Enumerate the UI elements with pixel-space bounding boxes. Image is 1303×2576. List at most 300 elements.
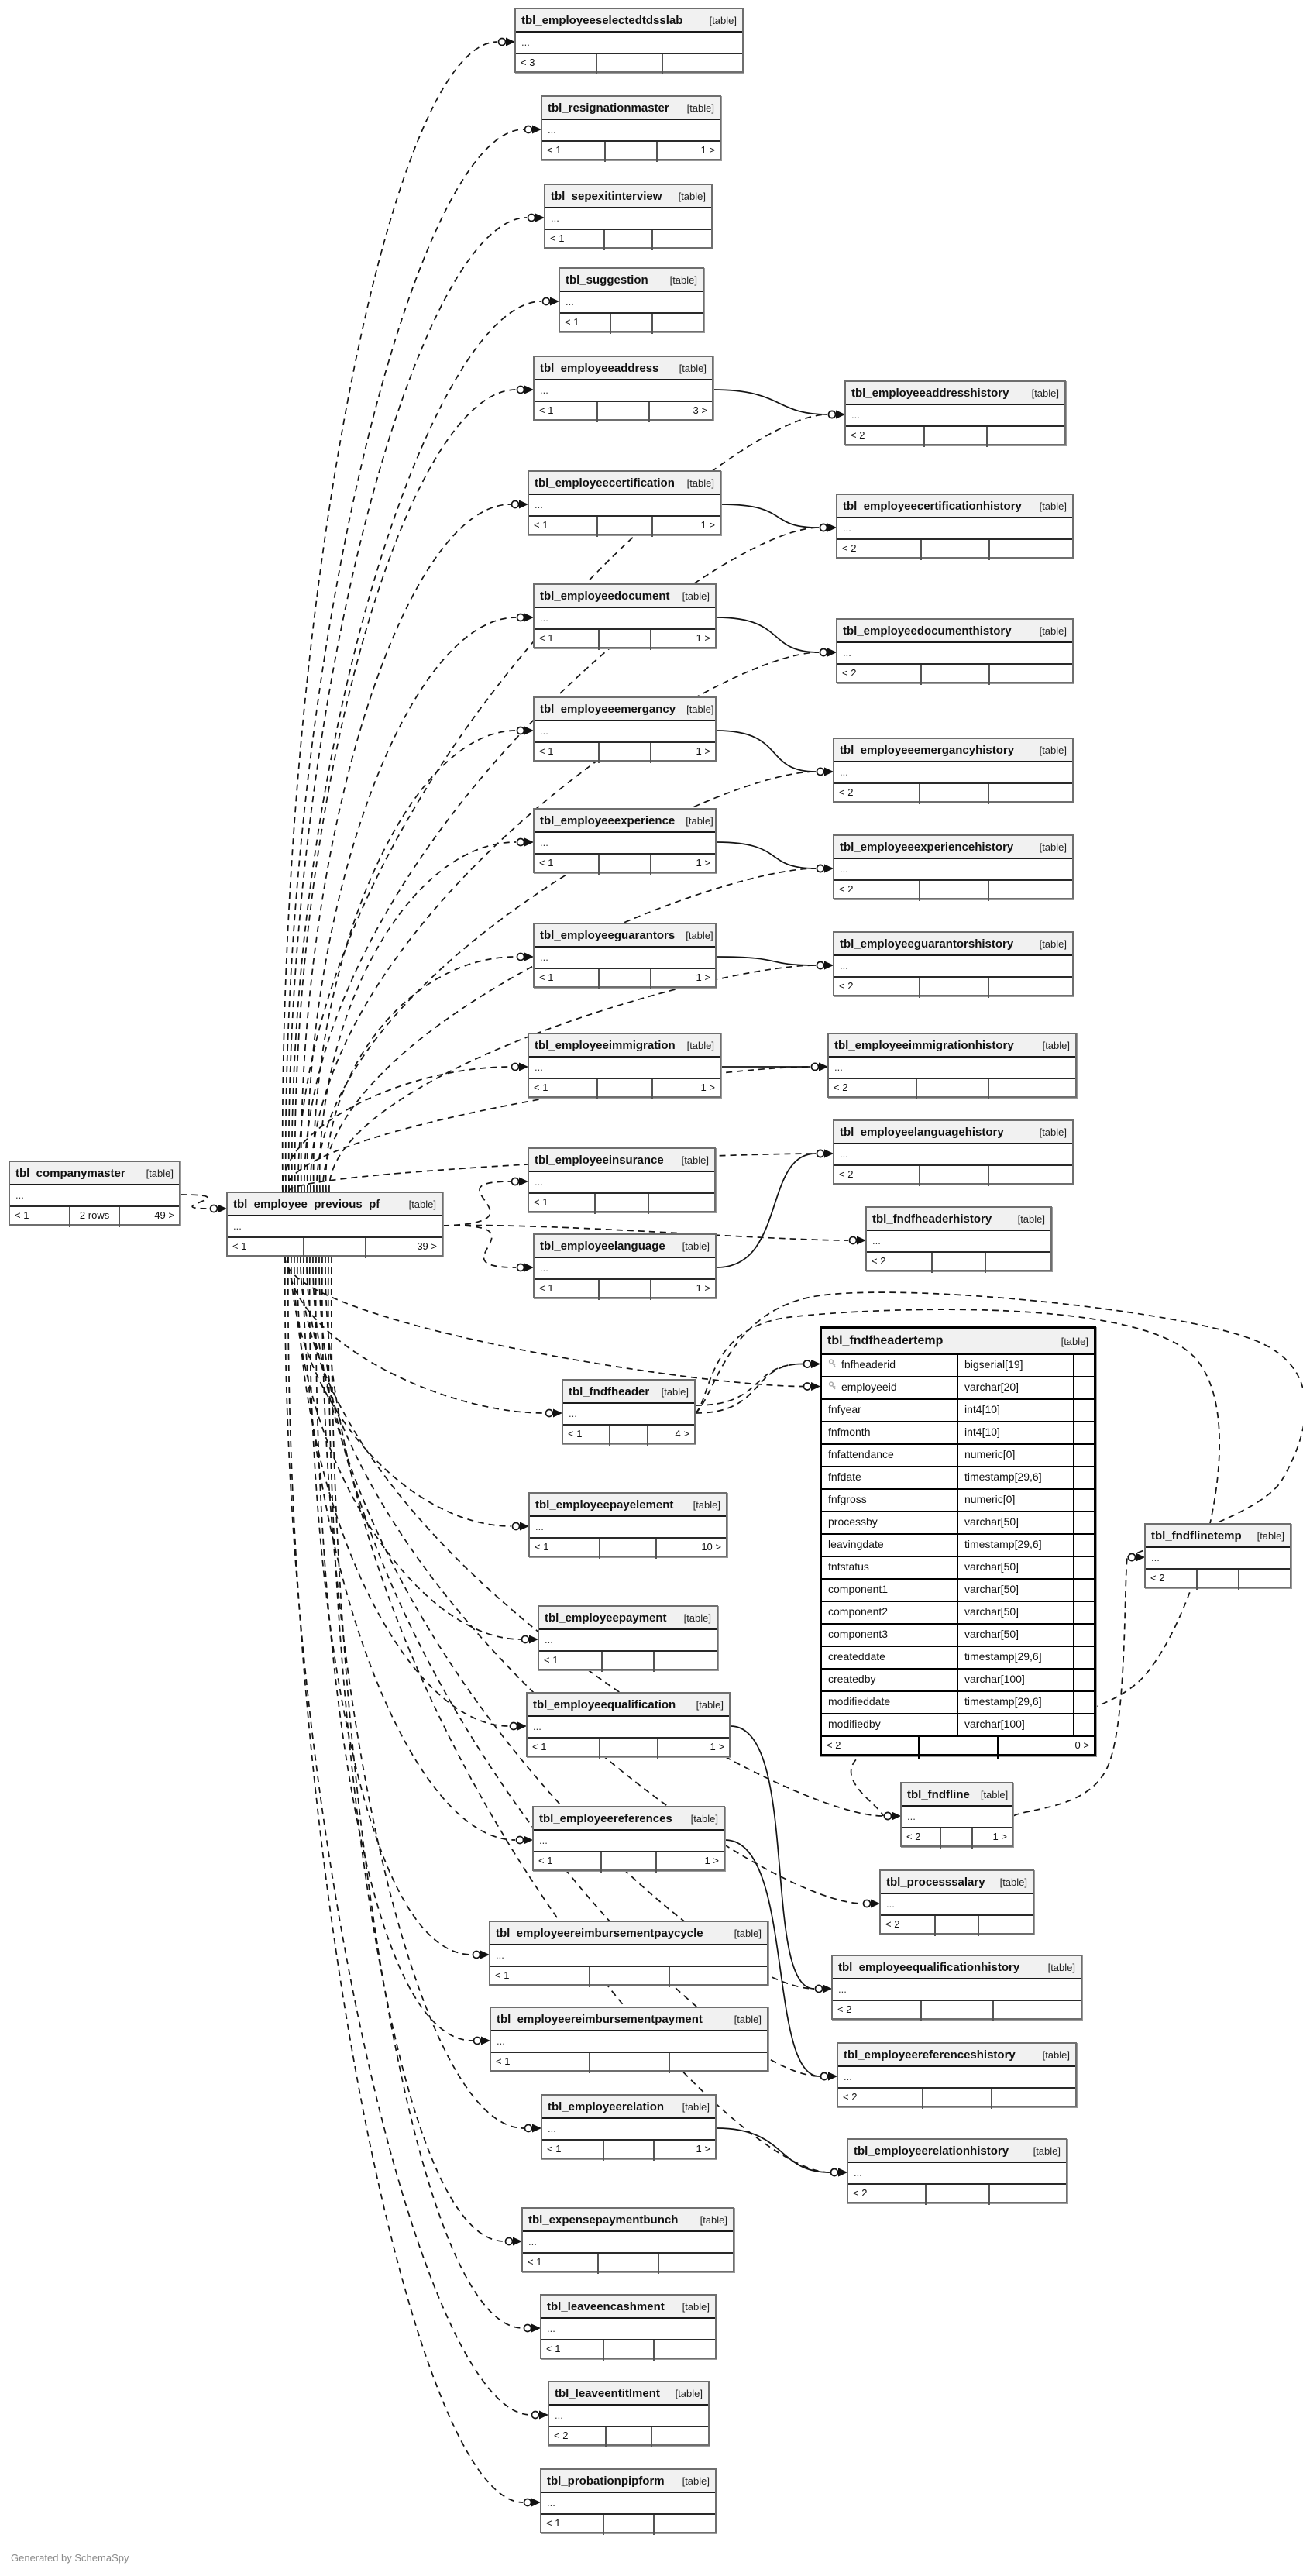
row-count xyxy=(922,665,990,685)
table-tbl_employeepayelement[interactable] xyxy=(528,1492,727,1557)
table-tbl_fndfline[interactable] xyxy=(900,1782,1013,1847)
relationship-implied-edge xyxy=(314,731,516,1192)
row-count xyxy=(611,314,652,334)
degree-row xyxy=(834,978,1072,998)
table-type-tag: [table] xyxy=(682,590,710,602)
row-count xyxy=(598,517,653,537)
table-name: tbl_resignationmaster xyxy=(548,101,669,115)
table-header xyxy=(837,620,1072,643)
table-tbl_resignationmaster[interactable] xyxy=(541,95,721,160)
column-row-createdby xyxy=(822,1670,1094,1692)
zero-or-one-circle-icon xyxy=(817,865,824,872)
table-type-tag: [table] xyxy=(1017,1212,1045,1225)
row-count xyxy=(600,1739,658,1759)
table-tbl_employeeinsurance[interactable] xyxy=(528,1147,716,1212)
hidden-columns-ellipsis: ... xyxy=(530,1517,726,1539)
table-name: tbl_employeeemergancy xyxy=(540,702,676,716)
hidden-columns-ellipsis: ... xyxy=(837,518,1072,540)
row-count xyxy=(920,1166,989,1186)
relationship-implied-edge xyxy=(289,218,527,1192)
zero-or-one-circle-icon xyxy=(821,2073,828,2080)
zero-or-one-circle-icon xyxy=(517,839,524,846)
hidden-columns-ellipsis: ... xyxy=(838,2067,1075,2089)
table-tbl_employeerelationhistory[interactable] xyxy=(847,2138,1067,2203)
child-degree xyxy=(1239,1570,1290,1590)
table-tbl_sepexitinterview[interactable] xyxy=(544,184,713,249)
zero-or-one-circle-icon xyxy=(543,298,550,305)
table-name: tbl_employeeexperience xyxy=(540,813,676,827)
column-name: leavingdate xyxy=(822,1535,958,1557)
parent-degree: < 1 xyxy=(523,2254,599,2274)
table-tbl_employeepayment[interactable] xyxy=(538,1605,718,1670)
row-count xyxy=(920,978,989,998)
table-tbl_employeeaddresshistory[interactable] xyxy=(844,380,1066,445)
table-name: tbl_employeerelationhistory xyxy=(854,2144,1009,2158)
relationship-implied-edge xyxy=(322,1257,524,2128)
table-type-tag: [table] xyxy=(1039,937,1067,950)
row-count xyxy=(1198,1570,1239,1590)
child-degree xyxy=(990,540,1072,560)
column-type: int4[10] xyxy=(958,1400,1074,1422)
degree-row xyxy=(523,2254,733,2274)
row-count xyxy=(925,427,988,447)
row-count xyxy=(304,1238,366,1258)
table-tbl_processsalary[interactable] xyxy=(879,1869,1034,1935)
degree-row xyxy=(822,1737,1094,1759)
zero-or-one-circle-icon xyxy=(820,649,827,656)
table-tbl_employeeemergancyhistory[interactable] xyxy=(833,738,1074,803)
row-count xyxy=(610,1426,648,1446)
table-type-tag: [table] xyxy=(1033,2144,1061,2157)
column-type: timestamp[29,6] xyxy=(958,1467,1074,1490)
hidden-columns-ellipsis: ... xyxy=(563,1404,694,1426)
table-type-tag: [table] xyxy=(1257,1529,1284,1542)
table-type-tag: [table] xyxy=(686,1039,714,1051)
zero-or-one-circle-icon xyxy=(546,1410,553,1417)
degree-row xyxy=(535,1280,715,1300)
parent-degree: < 1 xyxy=(528,1739,600,1759)
child-degree: 49 > xyxy=(154,1209,174,1221)
table-header xyxy=(848,2140,1066,2163)
zero-or-one-circle-icon xyxy=(1129,1554,1136,1561)
table-tbl_employeeimmigration[interactable] xyxy=(528,1033,721,1098)
zero-or-one-circle-icon xyxy=(817,962,824,969)
parent-degree: < 1 xyxy=(539,1652,603,1672)
child-degree: 1 > xyxy=(696,632,710,644)
table-header xyxy=(529,472,720,495)
table-tbl_companymaster[interactable] xyxy=(9,1161,180,1226)
column-name: modifieddate xyxy=(822,1692,958,1714)
child-degree xyxy=(994,2001,1081,2021)
table-header xyxy=(529,1034,720,1058)
child-degree xyxy=(670,2053,767,2073)
row-count xyxy=(596,1194,649,1214)
parent-degree: < 1 xyxy=(542,2141,604,2161)
zero-or-one-circle-icon xyxy=(517,1837,524,1844)
column-row-modifieddate xyxy=(822,1692,1094,1714)
parent-degree: < 1 xyxy=(535,969,600,989)
hidden-columns-ellipsis: ... xyxy=(523,2232,733,2254)
hidden-columns-ellipsis: ... xyxy=(837,643,1072,665)
column-row-fnfdate xyxy=(822,1467,1094,1490)
hidden-columns-ellipsis: ... xyxy=(848,2163,1066,2185)
table-name: tbl_employeeaddress xyxy=(540,361,659,375)
hidden-columns-ellipsis: ... xyxy=(834,859,1072,881)
zero-or-one-circle-icon xyxy=(525,126,532,133)
row-count xyxy=(600,1280,652,1300)
column-type: varchar[20] xyxy=(958,1377,1074,1400)
table-header xyxy=(560,269,703,292)
table-name: tbl_probationpipform xyxy=(547,2474,665,2488)
zero-or-one-circle-icon xyxy=(511,1723,517,1730)
relationship-implied-edge xyxy=(332,1257,523,2328)
child-degree: 1 > xyxy=(710,1741,724,1752)
row-count xyxy=(604,2515,655,2535)
zero-or-one-circle-icon xyxy=(513,1523,520,1530)
zero-or-one-circle-icon xyxy=(499,39,506,46)
child-degree: 1 > xyxy=(700,519,715,531)
table-header xyxy=(837,495,1072,518)
relationship-implied-edge xyxy=(288,1257,545,1413)
relationship-implied-edge xyxy=(291,1257,511,1526)
column-spacer xyxy=(1074,1512,1094,1535)
table-header xyxy=(833,1956,1081,1979)
zero-or-one-circle-icon xyxy=(817,769,824,776)
table-type-tag: [table] xyxy=(682,2100,710,2113)
table-tbl_employeecertificationhistory[interactable] xyxy=(836,494,1074,559)
relationship-implied-edge xyxy=(696,1364,803,1406)
table-tbl_employeereferences[interactable] xyxy=(532,1806,725,1871)
table-tbl_employee_previous_pf[interactable] xyxy=(226,1192,443,1257)
column-name: component2 xyxy=(822,1602,958,1625)
row-count xyxy=(605,230,653,250)
degree-row xyxy=(881,1916,1033,1936)
column-type: varchar[50] xyxy=(958,1602,1074,1625)
column-row-createddate xyxy=(822,1647,1094,1670)
row-count xyxy=(920,784,989,804)
table-name: tbl_employeecertificationhistory xyxy=(843,499,1022,513)
table-name: tbl_employeerelation xyxy=(548,2100,665,2113)
zero-or-one-circle-icon xyxy=(517,727,524,734)
table-tbl_employeeaddress[interactable] xyxy=(533,356,713,421)
hidden-columns-ellipsis: ... xyxy=(535,833,715,855)
hidden-columns-ellipsis: ... xyxy=(10,1185,179,1207)
table-tbl_employeeguarantors[interactable] xyxy=(533,923,717,988)
table-type-tag: [table] xyxy=(1042,2048,1070,2061)
table-tbl_fndflinetemp[interactable] xyxy=(1144,1523,1291,1588)
child-degree: 39 > xyxy=(417,1240,437,1252)
table-header xyxy=(535,924,715,948)
zero-or-one-circle-icon xyxy=(512,1064,519,1071)
hidden-columns-ellipsis: ... xyxy=(535,1258,715,1280)
parent-degree: < 1 xyxy=(530,1539,600,1559)
table-header xyxy=(516,9,742,33)
table-header xyxy=(834,739,1072,762)
table-type-tag: [table] xyxy=(686,703,714,715)
table-header xyxy=(838,2044,1075,2067)
table-tbl_employeequalificationhistory[interactable] xyxy=(831,1955,1082,2020)
hidden-columns-ellipsis: ... xyxy=(491,2031,767,2053)
parent-degree: < 1 xyxy=(541,2515,604,2535)
degree-row xyxy=(529,1194,714,1214)
table-tbl_expensepaymentbunch[interactable] xyxy=(521,2207,734,2272)
column-spacer xyxy=(1074,1467,1094,1490)
hidden-columns-ellipsis: ... xyxy=(902,1807,1012,1828)
column-name: component3 xyxy=(822,1625,958,1647)
parent-degree: < 2 xyxy=(848,2185,927,2205)
column-name: fnfgross xyxy=(822,1490,958,1512)
hidden-columns-ellipsis: ... xyxy=(846,405,1064,427)
table-name: tbl_employeelanguage xyxy=(540,1239,665,1253)
table-header xyxy=(549,2382,708,2406)
column-spacer xyxy=(1074,1445,1094,1467)
table-type-tag: [table] xyxy=(408,1198,436,1210)
column-row-fnfmonth xyxy=(822,1422,1094,1445)
hidden-columns-ellipsis: ... xyxy=(529,495,720,517)
table-tbl_employeereimbursementpaycycle[interactable] xyxy=(489,1921,768,1986)
row-count xyxy=(603,1652,654,1672)
table-tbl_employeereferenceshistory[interactable] xyxy=(837,2042,1077,2107)
hidden-columns-ellipsis: ... xyxy=(542,120,720,142)
degree-row xyxy=(834,881,1072,901)
table-header xyxy=(528,1694,729,1717)
parent-degree: < 2 xyxy=(902,1828,941,1849)
column-spacer xyxy=(1074,1535,1094,1557)
child-degree xyxy=(659,2254,733,2274)
hidden-columns-ellipsis: ... xyxy=(535,608,715,630)
table-tbl_employeequalification[interactable] xyxy=(526,1692,731,1757)
zero-or-one-circle-icon xyxy=(211,1205,218,1212)
table-tbl_employeeimmigrationhistory[interactable] xyxy=(827,1033,1077,1098)
primary-key-icon xyxy=(828,1381,837,1393)
zero-or-one-circle-icon xyxy=(864,1900,871,1907)
zero-or-one-circle-icon xyxy=(820,524,827,531)
table-tbl_probationpipform[interactable] xyxy=(540,2468,717,2533)
table-type-tag: [table] xyxy=(700,2213,727,2226)
child-degree: 1 > xyxy=(696,857,710,868)
row-count xyxy=(936,1916,980,1936)
row-count xyxy=(599,2254,660,2274)
table-header xyxy=(539,1607,717,1630)
table-header xyxy=(1146,1525,1290,1548)
column-spacer xyxy=(1074,1692,1094,1714)
hidden-columns-ellipsis: ... xyxy=(529,1058,720,1079)
zero-or-one-circle-icon xyxy=(820,649,827,656)
zero-or-one-circle-icon xyxy=(804,1360,811,1367)
child-degree: 1 > xyxy=(700,1082,715,1093)
table-type-tag: [table] xyxy=(682,1240,710,1252)
table-tbl_employeeemergancy[interactable] xyxy=(533,696,717,762)
child-degree: 1 > xyxy=(696,2143,710,2155)
parent-degree: < 2 xyxy=(833,2001,922,2021)
parent-degree: < 2 xyxy=(834,978,920,998)
table-tbl_fndfheader[interactable] xyxy=(562,1379,696,1444)
table-type-tag: [table] xyxy=(146,1167,174,1179)
child-degree: 10 > xyxy=(701,1541,721,1553)
table-type-tag: [table] xyxy=(1039,744,1067,756)
degree-row xyxy=(549,2427,708,2447)
table-type-tag: [table] xyxy=(682,2300,710,2313)
column-row-processby xyxy=(822,1512,1094,1535)
table-name: tbl_employeeguarantors xyxy=(540,928,676,942)
parent-degree: < 2 xyxy=(834,784,920,804)
relationship-fk-edge xyxy=(717,731,816,772)
hidden-columns-ellipsis: ... xyxy=(834,956,1072,978)
row-count xyxy=(598,1079,653,1099)
column-row-fnfstatus xyxy=(822,1557,1094,1580)
table-tbl_employeeexperience[interactable] xyxy=(533,808,717,873)
zero-or-one-circle-icon xyxy=(885,1813,892,1820)
degree-row xyxy=(545,230,711,250)
table-type-tag: [table] xyxy=(1047,1961,1075,1973)
row-count xyxy=(607,2427,652,2447)
parent-degree: < 2 xyxy=(834,1166,920,1186)
relationship-implied-edge xyxy=(295,390,516,1192)
table-name: tbl_employeequalificationhistory xyxy=(838,1960,1020,1974)
table-tbl_employeerelation[interactable] xyxy=(541,2094,717,2159)
table-type-tag: [table] xyxy=(1039,624,1067,637)
table-tbl_employeelanguage[interactable] xyxy=(533,1233,717,1298)
child-degree xyxy=(989,1079,1075,1099)
column-type: varchar[50] xyxy=(958,1625,1074,1647)
column-name: modifiedby xyxy=(822,1714,958,1737)
column-name: createdby xyxy=(822,1670,958,1692)
table-header xyxy=(534,1807,724,1831)
relationship-fk-edge xyxy=(717,1154,816,1267)
column-row-modifiedby xyxy=(822,1714,1094,1737)
parent-degree: < 1 xyxy=(529,1079,598,1099)
degree-row xyxy=(529,517,720,537)
degree-row xyxy=(542,2141,715,2161)
column-type: int4[10] xyxy=(958,1422,1074,1445)
zero-or-one-circle-icon xyxy=(1129,1554,1136,1561)
relationship-implied-edge xyxy=(288,1257,523,2502)
relationship-implied-edge xyxy=(297,1257,509,1726)
row-count xyxy=(590,2053,670,2073)
hidden-columns-ellipsis: ... xyxy=(833,1979,1081,2001)
table-header xyxy=(834,836,1072,859)
zero-or-one-circle-icon xyxy=(817,1150,824,1157)
child-degree xyxy=(653,314,703,334)
degree-row xyxy=(560,314,703,334)
column-name: employeeid xyxy=(822,1377,958,1400)
column-spacer xyxy=(1074,1490,1094,1512)
table-tbl_employeeexperiencehistory[interactable] xyxy=(833,834,1074,899)
column-name: fnfyear xyxy=(822,1400,958,1422)
hidden-columns-ellipsis: ... xyxy=(528,1717,729,1739)
table-name: tbl_employeedocumenthistory xyxy=(843,624,1012,638)
child-degree: 1 > xyxy=(700,144,715,156)
table-header xyxy=(846,382,1064,405)
child-degree xyxy=(986,1253,1050,1273)
child-degree xyxy=(990,2185,1066,2205)
child-degree xyxy=(990,665,1072,685)
child-degree xyxy=(655,1652,717,1672)
parent-degree: < 2 xyxy=(822,1737,920,1759)
column-row-fnfheaderid xyxy=(822,1355,1094,1377)
column-spacer xyxy=(1074,1647,1094,1670)
hidden-columns-ellipsis: ... xyxy=(829,1058,1075,1079)
table-type-tag: [table] xyxy=(678,190,706,202)
column-type: timestamp[29,6] xyxy=(958,1692,1074,1714)
hidden-columns-ellipsis: ... xyxy=(541,2319,715,2340)
table-tbl_employeeselectedtdsslab[interactable] xyxy=(514,8,744,73)
parent-degree: < 1 xyxy=(563,1426,610,1446)
relationship-implied-edge xyxy=(304,1257,515,1840)
table-header xyxy=(902,1783,1012,1807)
row-count xyxy=(600,1539,657,1559)
degree-row xyxy=(490,1967,767,1987)
zero-or-one-circle-icon xyxy=(817,962,824,969)
hidden-columns-ellipsis: ... xyxy=(535,380,712,402)
column-type: bigserial[19] xyxy=(958,1355,1074,1377)
child-degree xyxy=(989,784,1072,804)
table-type-tag: [table] xyxy=(679,362,707,374)
table-header xyxy=(491,2008,767,2031)
row-count xyxy=(598,402,649,422)
table-tbl_employeecertification[interactable] xyxy=(528,470,721,535)
zero-or-one-circle-icon xyxy=(804,1360,811,1367)
table-type-tag: [table] xyxy=(999,1876,1027,1888)
table-header xyxy=(535,585,715,608)
parent-degree: < 2 xyxy=(837,665,922,685)
table-tbl_employeelanguagehistory[interactable] xyxy=(833,1119,1074,1185)
table-tbl_suggestion[interactable] xyxy=(559,267,704,332)
column-spacer xyxy=(1074,1714,1094,1737)
table-tbl_employeedocument[interactable] xyxy=(533,583,717,648)
column-spacer xyxy=(1074,1670,1094,1692)
degree-row xyxy=(535,402,712,422)
zero-or-one-circle-icon xyxy=(829,411,836,418)
table-tbl_fndfheadertemp[interactable] xyxy=(820,1326,1096,1756)
hidden-columns-ellipsis: ... xyxy=(881,1894,1033,1916)
row-count xyxy=(941,1828,973,1849)
row-count xyxy=(597,54,663,74)
table-tbl_employeeguarantorshistory[interactable] xyxy=(833,931,1074,996)
zero-or-one-circle-icon xyxy=(532,2412,539,2419)
zero-or-one-circle-icon xyxy=(817,769,824,776)
column-row-component1 xyxy=(822,1580,1094,1602)
table-tbl_employeereimbursementpayment[interactable] xyxy=(490,2007,768,2072)
relationship-implied-edge xyxy=(294,1257,521,1639)
table-header xyxy=(490,1922,767,1945)
row-count xyxy=(600,743,652,763)
table-tbl_employeedocumenthistory[interactable] xyxy=(836,618,1074,683)
zero-or-one-circle-icon xyxy=(850,1237,857,1244)
table-name: tbl_employeeexperiencehistory xyxy=(840,840,1014,854)
relationship-implied-edge xyxy=(443,1226,516,1267)
column-spacer xyxy=(1074,1355,1094,1377)
parent-degree: < 2 xyxy=(1146,1570,1198,1590)
table-tbl_leaveencashment[interactable] xyxy=(540,2294,717,2359)
zero-or-one-circle-icon xyxy=(816,1986,823,1993)
degree-row xyxy=(539,1652,717,1672)
zero-or-one-circle-icon xyxy=(473,1952,480,1959)
column-spacer xyxy=(1074,1602,1094,1625)
table-tbl_fndfheaderhistory[interactable] xyxy=(865,1206,1052,1271)
zero-or-one-circle-icon xyxy=(525,2125,532,2132)
table-tbl_leaveentitlment[interactable] xyxy=(548,2381,710,2446)
degree-row xyxy=(834,1166,1072,1186)
table-name: tbl_suggestion xyxy=(566,273,648,287)
zero-or-one-circle-icon xyxy=(812,1064,819,1071)
zero-or-one-circle-icon xyxy=(474,2038,481,2045)
parent-degree: < 1 xyxy=(535,743,600,763)
table-name: tbl_employee_previous_pf xyxy=(233,1197,380,1211)
table-type-tag: [table] xyxy=(1031,387,1059,399)
table-name: tbl_employeeselectedtdsslab xyxy=(521,13,683,27)
parent-degree: < 1 xyxy=(535,630,600,650)
